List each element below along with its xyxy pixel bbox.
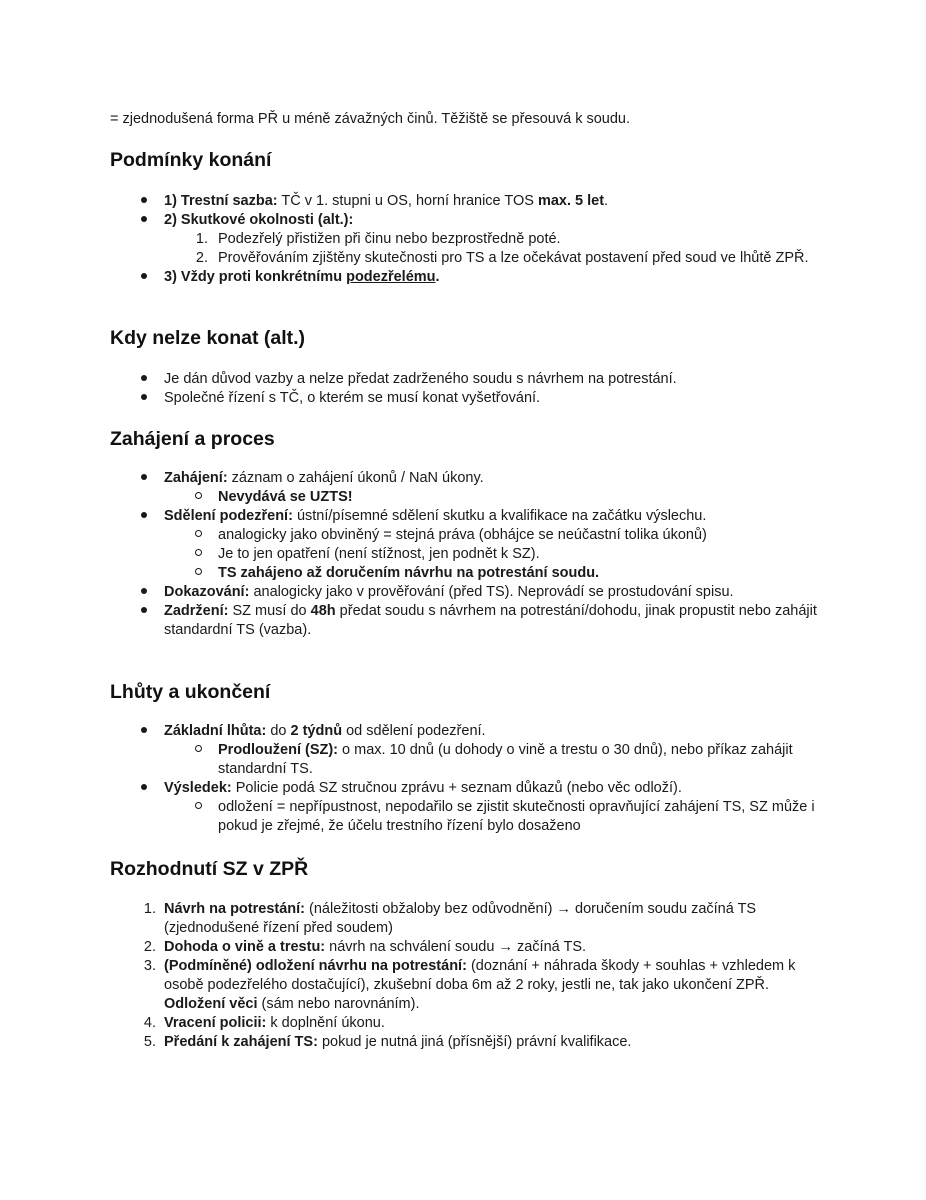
- exclusions-list: [110, 370, 830, 408]
- list-item: Základní lhůta: do 2 týdnů od sdělení podezření.: [110, 722, 830, 741]
- list-item: Sdělení podezření: ústní/písemné sdělení skutku a kvalifikace na začátku výslechu.: [110, 507, 830, 526]
- circle-bullet-icon: [188, 488, 208, 507]
- bullet-icon: [134, 722, 154, 741]
- sub-list-item: analogicky jako obviněný = stejná práva (obhájce se neúčastní tolika úkonů): [110, 526, 830, 545]
- bullet-icon: [134, 370, 154, 389]
- bullet-icon: [134, 779, 154, 798]
- circle-bullet-icon: [188, 741, 208, 760]
- sub-list-item: Nevydává se UZTS!: [110, 488, 830, 507]
- bullet-icon: [134, 211, 154, 230]
- sub-list-item: odložení = nepřípustnost, nepodařilo se zjistit skutečnosti opravňující zahájení TS, SZ může i pokud je zřejmé, že účelu trestního řízení bylo dosaženo: [110, 798, 830, 836]
- bullet-icon: [134, 469, 154, 488]
- sub-list-item: 2. Prověřováním zjištěny skutečnosti pro TS a lze očekávat postavení před soud ve lhůtě ZPŘ.: [195, 250, 809, 266]
- list-item: 2) Skutkové okolnosti (alt.):: [110, 211, 830, 230]
- bullet-icon: [134, 507, 154, 526]
- conditions-list: [110, 192, 830, 287]
- intro-text: = zjednodušená forma PŘ u méně závažných činů. Těžiště se přesouvá k soudu.: [110, 111, 631, 127]
- heading-conditions: Podmínky konání: [110, 149, 272, 171]
- list-item: 4. Vracení policii: k doplnění úkonu.: [143, 1015, 385, 1031]
- circle-bullet-icon: [188, 798, 208, 817]
- circle-bullet-icon: [188, 545, 208, 564]
- list-item: 1. Návrh na potrestání: (náležitosti obžaloby bez odůvodnění) → doručením soudu začíná TS (zjednodušené řízení před soudem): [143, 901, 757, 936]
- sub-list-item: Prodloužení (SZ): o max. 10 dnů (u dohody o vině a trestu o 30 dnů), nebo příkaz zahájit standardní TS.: [110, 741, 830, 779]
- bullet-icon: [134, 602, 154, 621]
- process-list: [110, 469, 830, 640]
- bullet-icon: [134, 583, 154, 602]
- list-item: Výsledek: Policie podá SZ stručnou zprávu + seznam důkazů (nebo věc odloží).: [110, 779, 830, 798]
- decision-list: [110, 900, 830, 1052]
- list-item: Je dán důvod vazby a nelze předat zadrženého soudu s návrhem na potrestání.: [110, 370, 830, 389]
- list-item: Zahájení: záznam o zahájení úkonů / NaN úkony.: [110, 469, 830, 488]
- list-item: Zadržení: SZ musí do 48h předat soudu s návrhem na potrestání/dohodu, jinak propustit nebo zahájit standardní TS (vazba).: [110, 602, 830, 640]
- bullet-icon: [134, 192, 154, 211]
- bullet-icon: [134, 268, 154, 287]
- list-item: Dokazování: analogicky jako v prověřování (před TS). Neprovádí se prostudování spisu.: [110, 583, 830, 602]
- list-item: 1) Trestní sazba: TČ v 1. stupni u OS, horní hranice TOS max. 5 let.: [110, 192, 830, 211]
- list-item: 3. (Podmíněné) odložení návrhu na potrestání: (doznání + náhrada škody + souhlas + vzhledem k osobě podezřelého dostačující), zkušební doba 6m až 2 roky, jestli ne, tak jako ukončení ZPŘ. Odložení věci (sám nebo narovnáním).: [143, 958, 796, 1012]
- list-item: Společné řízení s TČ, o kterém se musí konat vyšetřování.: [110, 389, 830, 408]
- heading-decision: Rozhodnutí SZ v ZPŘ: [110, 858, 309, 880]
- sub-list-item: TS zahájeno až doručením návrhu na potrestání soudu.: [110, 564, 830, 583]
- heading-exclusions: Kdy nelze konat (alt.): [110, 327, 306, 349]
- circle-bullet-icon: [188, 564, 208, 583]
- deadlines-list: [110, 722, 830, 836]
- list-item: 2. Dohoda o vině a trestu: návrh na schválení soudu → začíná TS.: [143, 939, 587, 955]
- heading-process: Zahájení a proces: [110, 428, 275, 450]
- sub-list-item: Je to jen opatření (není stížnost, jen podnět k SZ).: [110, 545, 830, 564]
- sub-list-item: 1. Podezřelý přistižen při činu nebo bezprostředně poté.: [195, 231, 561, 247]
- circle-bullet-icon: [188, 526, 208, 545]
- bullet-icon: [134, 389, 154, 408]
- list-item: 5. Předání k zahájení TS: pokud je nutná jiná (přísnější) právní kvalifikace.: [143, 1034, 632, 1050]
- heading-deadlines: Lhůty a ukončení: [110, 681, 271, 703]
- list-item: 3) Vždy proti konkrétnímu podezřelému.: [110, 268, 830, 287]
